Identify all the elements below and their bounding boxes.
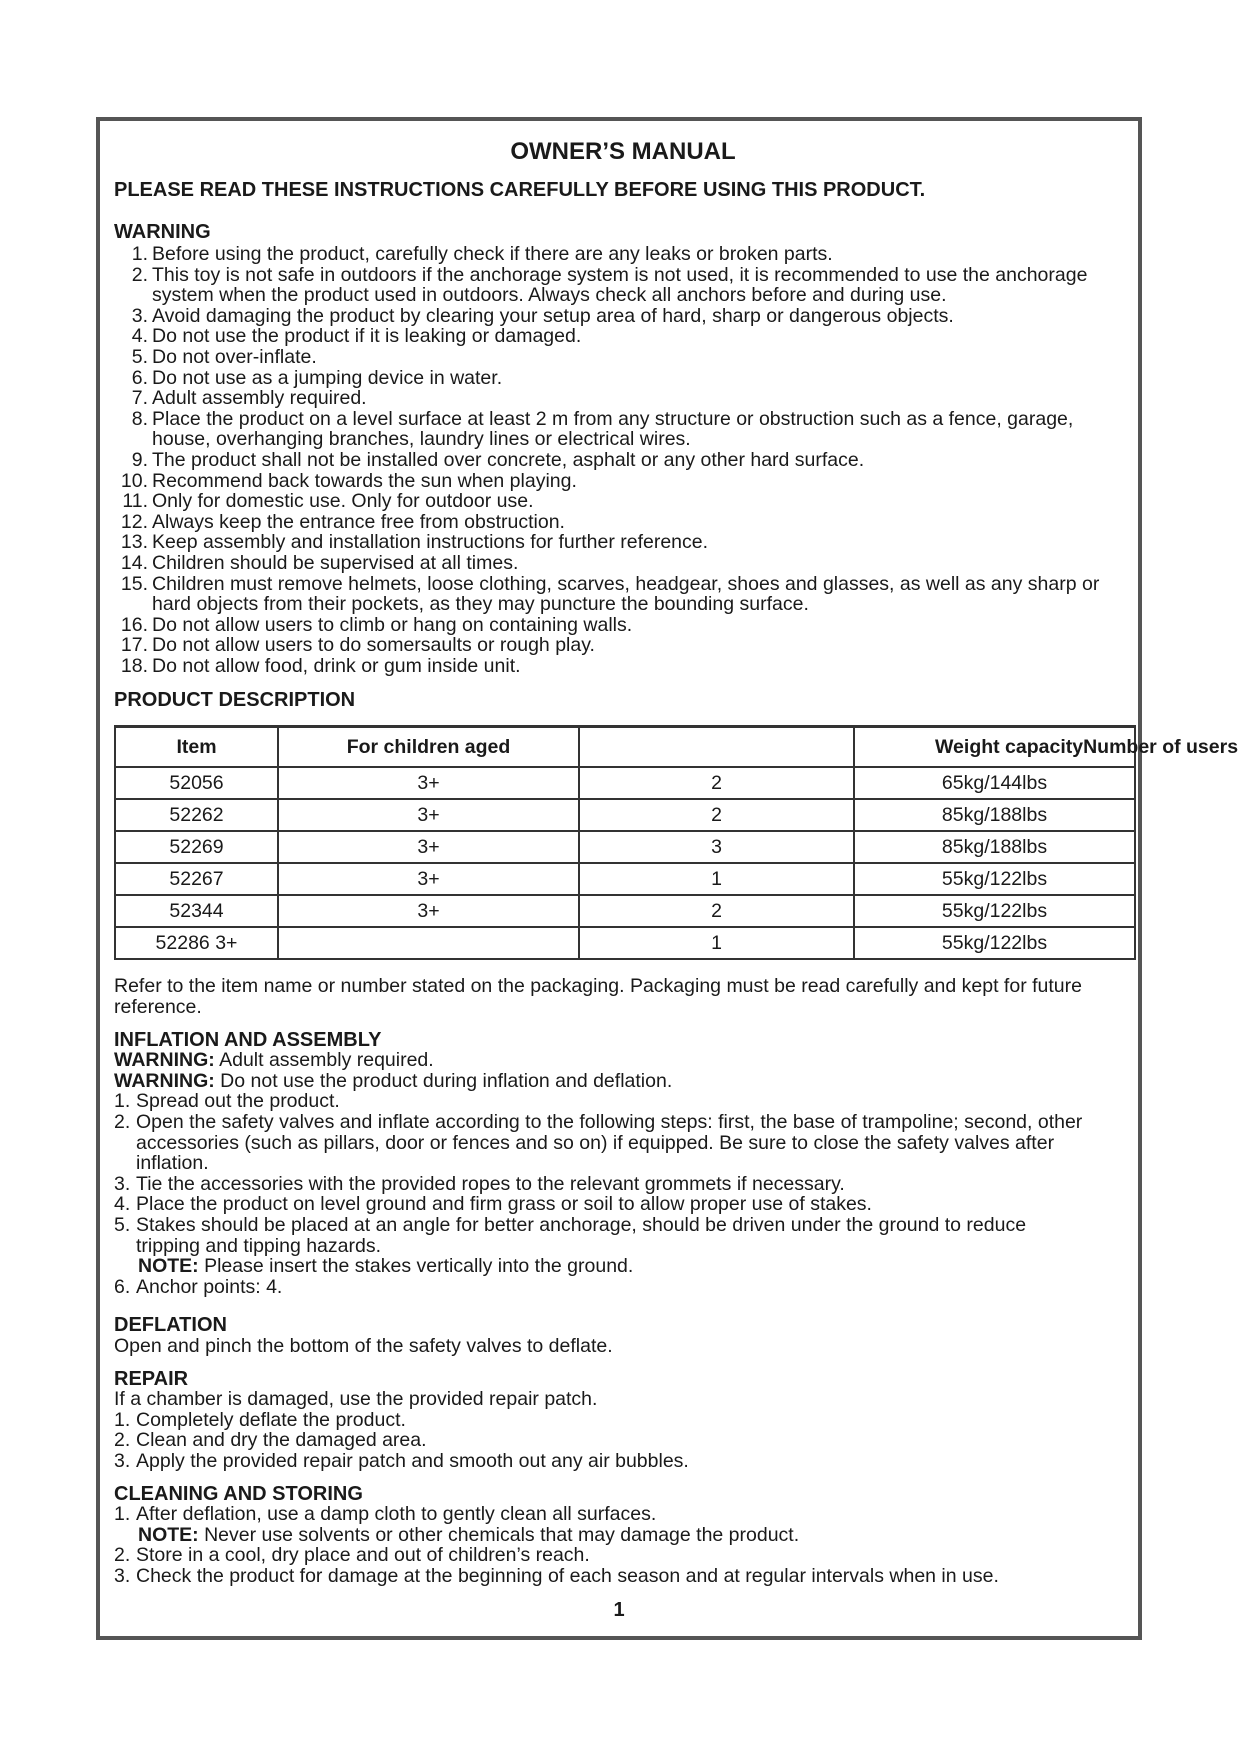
table-cell: 52267 bbox=[115, 863, 278, 895]
list-item: 6. Do not use as a jumping device in water. bbox=[131, 366, 503, 389]
list-item: 1. Completely deflate the product. bbox=[114, 1408, 406, 1431]
table-cell: 65kg/144lbs bbox=[854, 767, 1135, 799]
table-cell: 52056 bbox=[115, 767, 278, 799]
list-item: 5. Stakes should be placed at an angle for better anchorage, should be driven under the ground to reduce tripping and tipping hazards. bbox=[114, 1214, 1027, 1257]
table-cell: 52286 3+ bbox=[115, 927, 278, 959]
product-description-heading: PRODUCT DESCRIPTION bbox=[114, 689, 356, 712]
cleaning-note: NOTE: Never use solvents or other chemicals that may damage the product. bbox=[138, 1523, 800, 1546]
manual-page-frame bbox=[96, 117, 1239, 1640]
table-row bbox=[115, 799, 1135, 831]
table-cell: 85kg/188lbs bbox=[854, 799, 1135, 831]
cleaning-list bbox=[114, 1504, 1132, 1525]
page-number: 1 bbox=[613, 1599, 625, 1621]
deflation-text: Open and pinch the bottom of the safety valves to deflate. bbox=[114, 1334, 613, 1357]
table-row bbox=[115, 927, 1135, 959]
repair-text: If a chamber is damaged, use the provided repair patch. bbox=[114, 1388, 598, 1411]
manual-content bbox=[114, 121, 1239, 1587]
page-title: OWNER’S MANUAL bbox=[510, 138, 736, 165]
cleaning-heading: CLEANING AND STORING bbox=[114, 1482, 363, 1505]
table-row bbox=[115, 895, 1135, 927]
table-cell: 55kg/122lbs bbox=[854, 927, 1135, 959]
list-item: 1. After deflation, use a damp cloth to gently clean all surfaces. bbox=[114, 1503, 657, 1526]
list-item: 11. Only for domestic use. Only for outdoor use. bbox=[122, 490, 534, 513]
list-item: 8. Place the product on a level surface at least 2 m from any structure or obstruction such as a fence, garage, house, overhanging branches, laundry lines or electrical wires. bbox=[131, 407, 1074, 451]
table-header: Weight capacityNumber of users bbox=[854, 727, 1135, 768]
cleaning-list-end bbox=[114, 1545, 1132, 1586]
table-cell: 3 bbox=[579, 831, 854, 863]
warning-list bbox=[114, 244, 1132, 676]
list-item: 16. Do not allow users to climb or hang on containing walls. bbox=[120, 613, 633, 636]
intro-heading: PLEASE READ THESE INSTRUCTIONS CAREFULLY BEFORE USING THIS PRODUCT. bbox=[114, 179, 926, 201]
inflation-warning-1: WARNING: Adult assembly required. bbox=[114, 1049, 434, 1072]
list-item: 2. Open the safety valves and inflate according to the following steps: first, the base of trampoline; second, other accessories (such as pillars, door or fences and so on) if equipped. Be sure to close the safety valves after inflation. bbox=[114, 1111, 1083, 1175]
list-item: 10. Recommend back towards the sun when playing. bbox=[120, 469, 577, 492]
product-table bbox=[114, 725, 1239, 960]
table-cell: 55kg/122lbs bbox=[854, 895, 1135, 927]
packaging-note: Refer to the item name or number stated on the packaging. Packaging must be read carefully and kept for future reference. bbox=[114, 975, 1082, 1019]
list-item: 2. This toy is not safe in outdoors if the anchorage system is not used, it is recommended to use the anchorage system when the product used in outdoors. Always check all anchors before and during use. bbox=[131, 263, 1088, 307]
list-item: 18. Do not allow food, drink or gum inside unit. bbox=[120, 654, 521, 677]
table-cell: 3+ bbox=[278, 831, 579, 863]
table-row bbox=[115, 767, 1135, 799]
table-cell: 3+ bbox=[278, 895, 579, 927]
list-item: 3. Tie the accessories with the provided ropes to the relevant grommets if necessary. bbox=[114, 1172, 845, 1195]
list-item: 9. The product shall not be installed over concrete, asphalt or any other hard surface. bbox=[131, 448, 865, 471]
list-item: 17. Do not allow users to do somersaults or rough play. bbox=[120, 634, 595, 657]
table-header: Item bbox=[115, 727, 278, 768]
inflation-list-end bbox=[114, 1277, 1132, 1298]
table-header bbox=[579, 727, 854, 768]
list-item: 6. Anchor points: 4. bbox=[114, 1275, 283, 1298]
table-cell: 1 bbox=[579, 927, 854, 959]
table-header: For children aged bbox=[278, 727, 579, 768]
list-item: 4. Place the product on level ground and firm grass or soil to allow proper use of stakes. bbox=[114, 1193, 872, 1216]
table-cell: 55kg/122lbs bbox=[854, 863, 1135, 895]
list-item: 14. Children should be supervised at all times. bbox=[120, 551, 519, 574]
table-cell: 2 bbox=[579, 895, 854, 927]
table-cell: 52262 bbox=[115, 799, 278, 831]
list-item: 3. Apply the provided repair patch and smooth out any air bubbles. bbox=[114, 1449, 689, 1472]
list-item: 7. Adult assembly required. bbox=[131, 387, 367, 410]
list-item: 15. Children must remove helmets, loose clothing, scarves, headgear, shoes and glasses, as well as any sharp or hard objects from their pockets, as they may puncture the bounding surface. bbox=[120, 572, 1100, 616]
table-row bbox=[115, 863, 1135, 895]
table-cell: 52344 bbox=[115, 895, 278, 927]
table-row bbox=[115, 831, 1135, 863]
repair-list bbox=[114, 1410, 1132, 1472]
inflation-heading: INFLATION AND ASSEMBLY bbox=[114, 1028, 382, 1051]
list-item: 2. Clean and dry the damaged area. bbox=[114, 1429, 427, 1452]
inflation-warning-2: WARNING: Do not use the product during inflation and deflation. bbox=[114, 1069, 673, 1092]
table-cell: 52269 bbox=[115, 831, 278, 863]
list-item: 1. Spread out the product. bbox=[114, 1090, 340, 1113]
deflation-heading: DEFLATION bbox=[114, 1314, 227, 1337]
inflation-list bbox=[114, 1091, 1132, 1256]
warning-heading: WARNING bbox=[114, 221, 211, 243]
table-cell: 3+ bbox=[278, 799, 579, 831]
table-cell: 3+ bbox=[278, 863, 579, 895]
list-item: 2. Store in a cool, dry place and out of children’s reach. bbox=[114, 1544, 590, 1567]
table-cell: 85kg/188lbs bbox=[854, 831, 1135, 863]
repair-heading: REPAIR bbox=[114, 1367, 189, 1390]
inflation-note: NOTE: Please insert the stakes vertically into the ground. bbox=[138, 1255, 634, 1278]
table-cell: 2 bbox=[579, 767, 854, 799]
list-item: 4. Do not use the product if it is leaking or damaged. bbox=[131, 325, 582, 348]
list-item: 12. Always keep the entrance free from obstruction. bbox=[120, 510, 565, 533]
table-cell: 2 bbox=[579, 799, 854, 831]
list-item: 13. Keep assembly and installation instructions for further reference. bbox=[120, 531, 709, 554]
table-cell: 1 bbox=[579, 863, 854, 895]
table-header-row bbox=[115, 727, 1135, 768]
table-cell: 3+ bbox=[278, 767, 579, 799]
list-item: 1. Before using the product, carefully check if there are any leaks or broken parts. bbox=[131, 243, 833, 265]
list-item: 5. Do not over-inflate. bbox=[131, 345, 317, 368]
table-cell bbox=[278, 927, 579, 959]
list-item: 3. Check the product for damage at the beginning of each season and at regular intervals when in use. bbox=[114, 1564, 999, 1587]
list-item: 3. Avoid damaging the product by clearing your setup area of hard, sharp or dangerous objects. bbox=[131, 304, 954, 327]
